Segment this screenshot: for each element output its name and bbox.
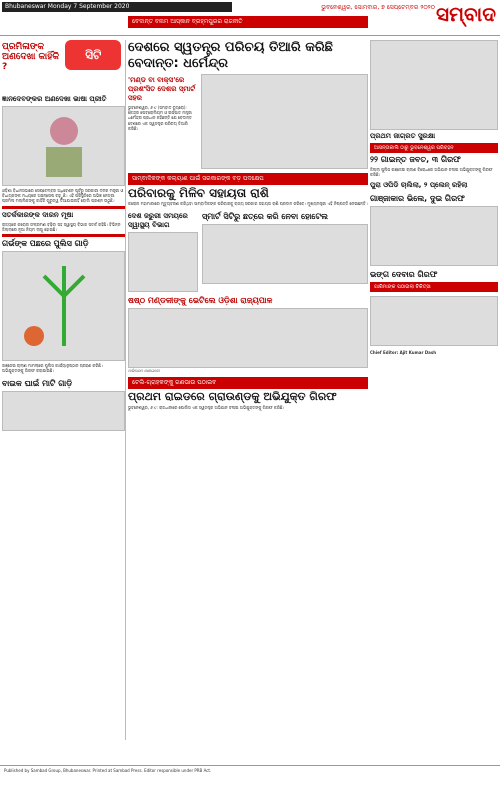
right-headline-3: ପୁରା ଓପିଡି ଚାଲିଲା, ୨ ପ୍ଲେନ୍ ରହିଲା xyxy=(370,181,468,190)
smartcity-story xyxy=(202,210,368,292)
right-column xyxy=(370,40,498,356)
cannabis-cartoon-image xyxy=(2,251,125,361)
arrest-body-text: ଭୁବନେଶ୍ୱର, ୬।୯: ରାଜଧାନୀରେ ପୋଲିସ ଏକ ସ୍ୱତନ୍ତ୍ର ଅଭିଯାନ ଚଳାଇ ଅଭିଯୁକ୍ତଙ୍କୁ ଗିରଫ କରିଛି। xyxy=(128,405,285,411)
journalist-banner: ସାମ୍ବାଦିକଙ୍କ କଲ୍ୟାଣ ପାଇଁ ସରକାରଙ୍କ ବଡ଼ ପଦକ୍ଷେପ xyxy=(128,173,368,185)
left-column xyxy=(2,40,126,740)
top-banner xyxy=(128,16,368,28)
right-banner-1: ଆସନ୍ତାକାଲି ଠାରୁ ଭୁବନେଶ୍ୱର ପରିବହନ xyxy=(370,143,498,153)
left-top-a xyxy=(2,40,60,93)
lead-story-quote xyxy=(128,74,198,169)
headline-police-car: ଗର୍ଭଙ୍କ ପଛରେ ପୁଲିସ ଗାଡ଼ି xyxy=(2,239,89,249)
governor-caption: ଅଭିନନ୍ଦନ ଜଣାଇଲେ xyxy=(128,368,160,374)
headline-jnanadev: ଜ୍ଞାନଦେବଙ୍କର ଅଣଦେଖା ଭାଷା ପ୍ରୀତି xyxy=(2,95,107,103)
mid-two-stories xyxy=(128,210,368,292)
headline-bike: ବାଇକ ଘାଇଁ ମାଟି ଗାଡ଼ି xyxy=(2,379,73,389)
divider xyxy=(2,206,125,209)
footer-imprint: Published by Sambad Group, Bhubaneswar. Printed at Sambad Press. Editor responsible under PRB Act. xyxy=(0,765,500,787)
lead-event-photo xyxy=(201,74,368,169)
lead-headline: ଦେଶରେ ସ୍ୱତନ୍ତ୍ର ପରିଚୟ ତିଆରି କରିଛି ବେଦାନ୍ତ: ଧର୍ମେନ୍ଦ୍ର xyxy=(128,40,333,71)
arrest-headline: ପ୍ରଥମ ରାଇଡରେ ଗ୍ରାଉଣ୍ଡକୁ ଅଭିଯୁକ୍ତ ଗିରଫ xyxy=(128,390,337,404)
right-photo-2 xyxy=(370,206,498,266)
siti-salad-block xyxy=(62,40,125,93)
bike-photo xyxy=(2,391,125,431)
portrait-illustration-icon xyxy=(34,111,94,181)
headline-promila: ପ୍ରମିଳାଙ୍କ ଅଣଦେଖା କାହିଁକି ? xyxy=(2,42,60,72)
masthead xyxy=(0,0,500,36)
governor-headline: ଷଷ୍ଠ ମଣ୍ଡଳୀଙ୍କୁ ଭେଟିଲେ ଓଡ଼ିଶା ରାଜ୍ୟପାଳ xyxy=(128,296,273,306)
newspaper-logo: ସମ୍ବାଦ xyxy=(436,2,496,26)
cartoon-portrait-image xyxy=(2,106,125,186)
lead-story xyxy=(128,74,368,169)
lead-quote: 'ମଣ୍ଡ ବା ବାକ୍ସ'ରେ ପ୍ରଶଂସିତ ଦେଶର ସ୍ମାର୍ଟ ସହର xyxy=(128,76,196,102)
tele-banner: ଟେଲି-ଗ୍ରାହକଙ୍କୁ ଗଣଭାଉ ପଠାଇବ xyxy=(128,377,368,389)
right-headline-1: ପ୍ରଥମ ଜାଗ୍ରତ ସୁରକ୍ଷା xyxy=(370,132,436,140)
smartcity-photo xyxy=(202,224,368,284)
middle-column xyxy=(128,40,368,411)
right-headline-4: ଗାଞ୍ଜାକାର ଭିଲେ, ଦୁଇ ଗିରଫ xyxy=(370,194,465,204)
lead-body-text: ଭୁବନେଶ୍ୱର, ୬।୯ (ସମ୍ବାଦ ବ୍ୟୁରୋ): କେନ୍ଦ୍ର ପେଟ୍ରୋଲିୟମ ଓ ଇସ୍ପାତ ମନ୍ତ୍ରୀ ଧର୍ମେନ୍ଦ୍ର ପ୍ରଧାନ କହିଛନ୍ତି ଯେ ବେଦାନ୍ତ ଦେଶରେ ଏକ ସ୍ୱତନ୍ତ୍ର ପରିଚୟ ତିଆରି କରିଛି। xyxy=(128,105,192,131)
right-body-1: ଜିଲ୍ଲା ପୁଲିସ ଗଞ୍ଜେଇ ଚାଲାଣ ବିରୋଧରେ ଅଭିଯାନ ଚଳାଇ ଅଭିଯୁକ୍ତଙ୍କୁ ଗିରଫ କରିଛି। xyxy=(370,167,493,178)
police-body-text: ଗଞ୍ଜେଇ ଚାଲାଣ ମାମଲାରେ ପୁଲିସ କାର୍ଯ୍ୟାନୁଷ୍ଠାନ ଗ୍ରହଣ କରିଛି। ଅଭିଯୁକ୍ତଙ୍କୁ ଗିରଫ କରାଯାଇଛି। xyxy=(2,363,103,374)
masthead-date-english: Bhubaneswar Monday 7 September 2020 xyxy=(2,2,232,12)
health-headline: ଦେଶ ଜରୁରୀ ସମୟରେ ସ୍ୱାସ୍ଥ୍ୟ ବିଭାଗ xyxy=(128,212,188,230)
top-banner-text: ବେଦାନ୍ତ ବନାମ ଆସ୍କାନ ବ୍ରହ୍ମପୁରର ରାଜନୀତି xyxy=(128,16,368,28)
journalist-headline: ପରିବାରକୁ ମିଳିବ ସହାୟତା ରାଶି xyxy=(128,186,269,200)
siti-salad-logo: ସିଟି salad xyxy=(65,40,121,70)
smartcity-headline: ସ୍ମାର୍ଟ ସିଟିରୁ ଛତ୍ରେ କରି ନେବା ହୋଟେଲ xyxy=(202,212,328,222)
chief-editor: Chief Editor: Ajit Kumar Dash xyxy=(370,350,437,356)
right-headline-5: ଭଙ୍ଗ ଦେବାର ଗିରଫ xyxy=(370,270,438,280)
right-photo-3 xyxy=(370,296,498,346)
right-headline-2: ୨୨ ଗାଇନ୍ତ ଜବତ, ୩ ଗିରଫ xyxy=(370,155,461,164)
alert-body-text: ରାଜ୍ୟରେ କରୋନା ସଂକ୍ରମଣ ବଢ଼ିବା ସହ ସ୍ୱାସ୍ଥ୍ୟ ବିଭାଗ ସତର୍କ ରହିଛି। ବିଭିନ୍ନ ଜିଲ୍ଲାରେ ନୂଆ ନିୟମ ଲାଗୁ ହୋଇଛି। xyxy=(2,221,121,232)
promila-body-text: ଓଡ଼ିଶା ବିଧାନସଭାରେ ସେପ୍ଟେମ୍ବର ଅଧିବେଶନ ପୂର୍ବରୁ ସରକାରୀ ଦଳର ମନ୍ତ୍ରୀ ଓ ବିଧାୟକଙ୍କ ମଧ୍ୟରେ ଅସନ୍ତୋଷ ବଢ଼ୁଛି। ଏହି ପରିସ୍ଥିତିରେ ଅଭିଜ୍ଞ ନେତ୍ରୀ ପ୍ରମିଳା ମଲ୍ଲିକଙ୍କୁ କାହିଁକି ଗୁରୁତ୍ୱ ଦିଆଯାଉନାହିଁ ବୋଲି ପ୍ରଶ୍ନ ଉଠୁଛି। xyxy=(2,188,124,204)
health-photo xyxy=(128,232,198,292)
health-story xyxy=(128,210,198,292)
subhead-alert: ସତର୍କକାରଙ୍କ ଦାରନ ମୂଷା xyxy=(2,210,74,219)
journalist-body-text: କରୋନା ମହାମାରୀରେ ମୃତ୍ୟୁବରଣ କରିଥିବା ସାମ୍ବାଦିକଙ୍କ ପରିବାରକୁ ରାଜ୍ୟ ସରକାର ସହାୟତା ରାଶି ପ୍ରଦାନ କରିବେ। ମୁଖ୍ୟମନ୍ତ୍ରୀ ଏହି ନିଷ୍ପତ୍ତି ନେଇଛନ୍ତି। xyxy=(128,201,368,206)
governor-photo xyxy=(128,308,368,368)
right-banner-2: ଗାରିମାଙ୍କ ପଠାଇଲା ଚିକିତ୍ସା xyxy=(370,282,498,292)
left-top xyxy=(2,40,125,93)
divider-2 xyxy=(2,234,125,237)
cannabis-leaf-icon xyxy=(14,256,114,356)
masthead-date-odia: ଭୁବନେଶ୍ୱର, ସୋମବାର, ୭ ସେପ୍ଟେମ୍ବର ୨୦୨୦ xyxy=(321,4,435,11)
right-top-photo xyxy=(370,40,498,130)
